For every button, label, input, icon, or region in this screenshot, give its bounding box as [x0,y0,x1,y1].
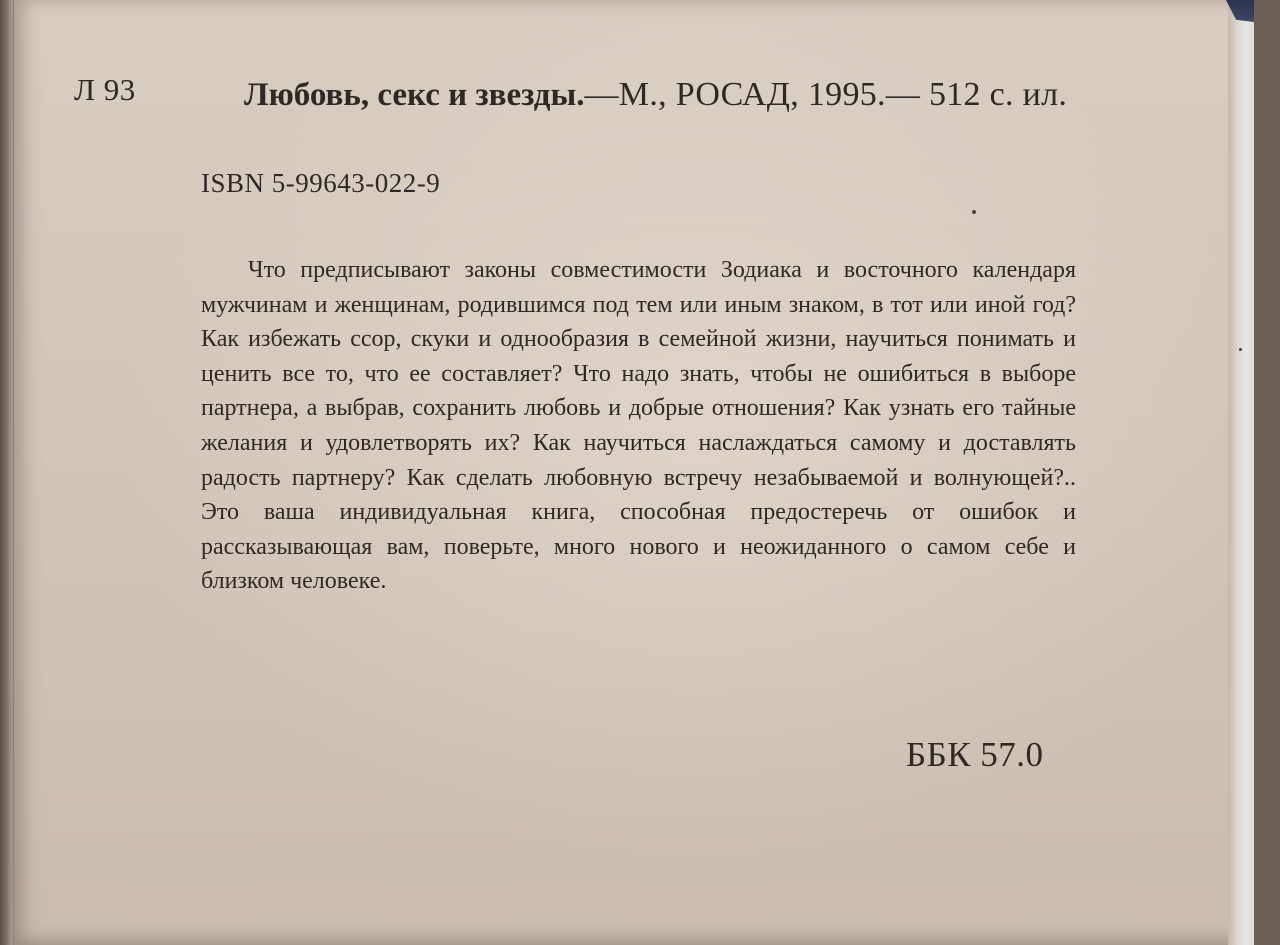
book-page [14,0,1254,945]
annotation-paragraph [201,253,1076,599]
paper-speck [972,210,976,214]
isbn-line: ISBN 5-99643-022-9 [201,168,441,198]
bbk-code: ББК 57.0 [906,735,1044,774]
bibliographic-heading [199,72,1079,118]
catalog-code: Л 93 [74,72,136,107]
publication-details: —М., РОСАД, 1995.— 512 с. ил. [584,76,1068,113]
annotation-text: Что предписывают законы совместимости Зодиака и восточного календаря мужчинам и женщинам, родившимся под тем или иным знаком, в тот или иной год? Как избежать ссор, скуки и однообразия в семейной жизни, научиться понимать и ценить все то, что ее составляет? Что надо знать, чтобы не ошибиться в выборе партнера, а выбрав, сохранить любовь и добрые отношения? Как узнать его тайные желания и удовлетворять их? Как научиться наслаждаться самому и доставлять радость партнеру? Как сделать любовную встречу незабываемой и волнующей?.. Это ваша индивидуальная книга, способная предостеречь от ошибок и рассказывающая вам, поверьте, много нового и неожиданного о самом себе и близком человеке. [201,257,1076,595]
page-edge [1228,0,1254,945]
book-title: Любовь, секс и звезды. [244,77,585,113]
paper-speck [1239,348,1242,351]
